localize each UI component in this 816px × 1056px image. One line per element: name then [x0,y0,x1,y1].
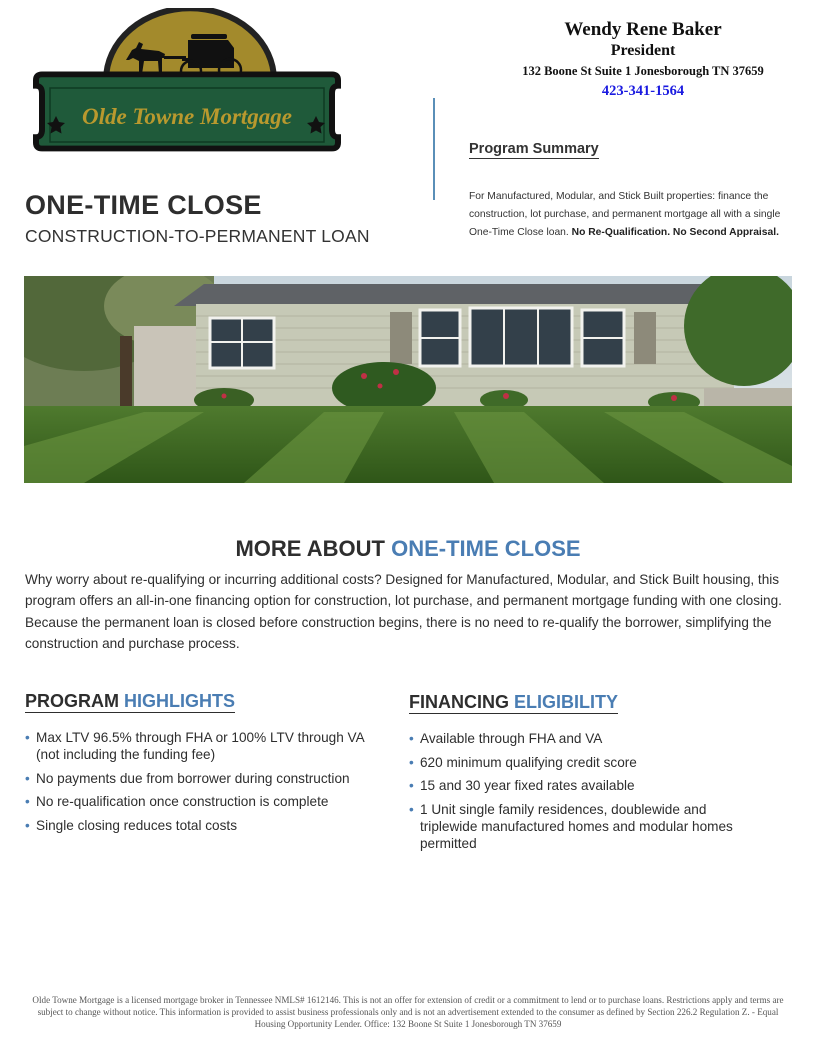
program-highlights-list [25,729,365,840]
list-item: • Max LTV 96.5% through FHA or 100% LTV through VA (not including the funding fee) [25,729,365,763]
page-subtitle: CONSTRUCTION-TO-PERMANENT LOAN [25,226,370,246]
house-photo [24,276,792,483]
more-about-heading-accent: ONE-TIME CLOSE [391,536,581,561]
list-item: • No re-qualification once construction is complete [25,793,365,810]
logo-text: Olde Towne Mortgage [82,104,292,129]
list-item: • Single closing reduces total costs [25,817,365,834]
financing-eligibility-heading [409,691,618,714]
highlights-heading-accent: HIGHLIGHTS [124,691,236,711]
eligibility-heading-prefix: FINANCING [409,692,509,712]
highlights-heading-prefix: PROGRAM [25,691,119,711]
financing-eligibility-list [409,730,739,858]
list-item: • Available through FHA and VA [409,730,739,747]
program-summary-body: For Manufactured, Modular, and Stick Built properties: finance the construction, lot purchase, and permanent mortgage all with a single One-Time Close loan. [469,191,781,238]
contact-phone[interactable]: 423-341-1564 [601,83,685,99]
list-item: • 620 minimum qualifying credit score [409,754,739,771]
program-highlights-heading [25,690,235,713]
program-summary-text [469,188,791,242]
program-summary-heading: Program Summary [469,141,599,157]
list-item: • No payments due from borrower during construction [25,770,365,787]
contact-title: President [610,42,676,59]
program-summary-bold: No Re-Qualification. No Second Appraisal. [571,227,779,238]
contact-name: Wendy Rene Baker [564,19,722,40]
more-about-heading [0,536,816,562]
page-title: ONE-TIME CLOSE [25,190,262,220]
legal-disclaimer: Olde Towne Mortgage is a licensed mortgage broker in Tennessee NMLS# 1612146. This is not an offer for extension of credit or a commitment to lend or to purchase loans. Restrictions apply and terms are subject to change without notice. This information is provided to assist business professionals only and is not an advertisement extended to the consumer as defined by Section 226.2 Regulation Z. - Equal Housing Opportunity Lender. Office: 132 Boone St Suite 1 Jonesborough TN 37659 [32,995,784,1029]
contact-address: 132 Boone St Suite 1 Jonesborough TN 37659 [522,64,764,78]
more-about-heading-prefix: MORE ABOUT [235,536,385,561]
contact-block [470,18,816,101]
vertical-divider [433,98,435,200]
olde-towne-mortgage-logo [28,8,346,160]
list-item: • 15 and 30 year fixed rates available [409,777,739,794]
list-item: • 1 Unit single family residences, doublewide and triplewide manufactured homes and modular homes permitted [409,801,739,852]
more-about-text: Why worry about re-qualifying or incurring additional costs? Designed for Manufactured, Modular, and Stick Built housing, this program offers an all-in-one financing option for construction, lot purchase, and permanent mortgage funding with one closing. Because the permanent loan is closed before construction begins, there is no need to re-qualify the borrower, simplifying the construction and purchase process. [25,572,782,651]
eligibility-heading-accent: ELIGIBILITY [514,692,619,712]
